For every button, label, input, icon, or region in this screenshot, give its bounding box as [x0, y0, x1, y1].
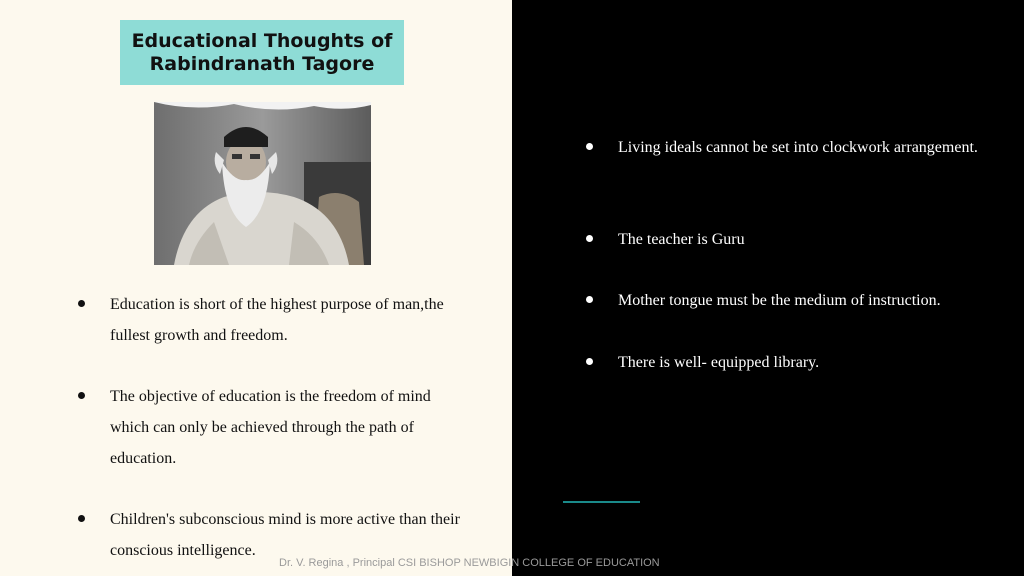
- list-item: [618, 224, 988, 255]
- list-item: [618, 285, 988, 316]
- bullet-text: Children's subconscious mind is more active than their conscious intelligence.: [110, 511, 460, 559]
- bullet-text: The objective of education is the freedom of mind which can only be achieved through the path of education.: [110, 388, 431, 467]
- bullet-text: The teacher is Guru: [618, 231, 745, 248]
- slide-title: Educational Thoughts of Rabindranath Tagore: [131, 29, 393, 75]
- bullet-text: There is well- equipped library.: [618, 354, 820, 371]
- list-item: [618, 347, 988, 378]
- bullet-dot: [78, 392, 85, 399]
- bullet-dot: [78, 300, 85, 307]
- tagore-portrait: [154, 102, 371, 265]
- bullet-dot: [586, 296, 593, 303]
- footer-credit: Dr. V. Regina , Principal CSI BISHOP NEWBIGIN COLLEGE OF EDUCATION: [279, 557, 660, 569]
- list-item: [110, 381, 470, 474]
- bullet-text: Education is short of the highest purpose of man,the fullest growth and freedom.: [110, 296, 444, 344]
- bullet-dot: [78, 515, 85, 522]
- bullet-dot: [586, 235, 593, 242]
- list-item: [618, 132, 988, 163]
- bullet-text: Living ideals cannot be set into clockwork arrangement.: [618, 139, 978, 156]
- portrait-image: [154, 102, 371, 265]
- accent-line: [563, 501, 640, 503]
- bullet-text: Mother tongue must be the medium of instruction.: [618, 292, 941, 309]
- bullet-dot: [586, 358, 593, 365]
- bullet-dot: [586, 143, 593, 150]
- list-item: [110, 289, 470, 351]
- title-box: [120, 20, 404, 85]
